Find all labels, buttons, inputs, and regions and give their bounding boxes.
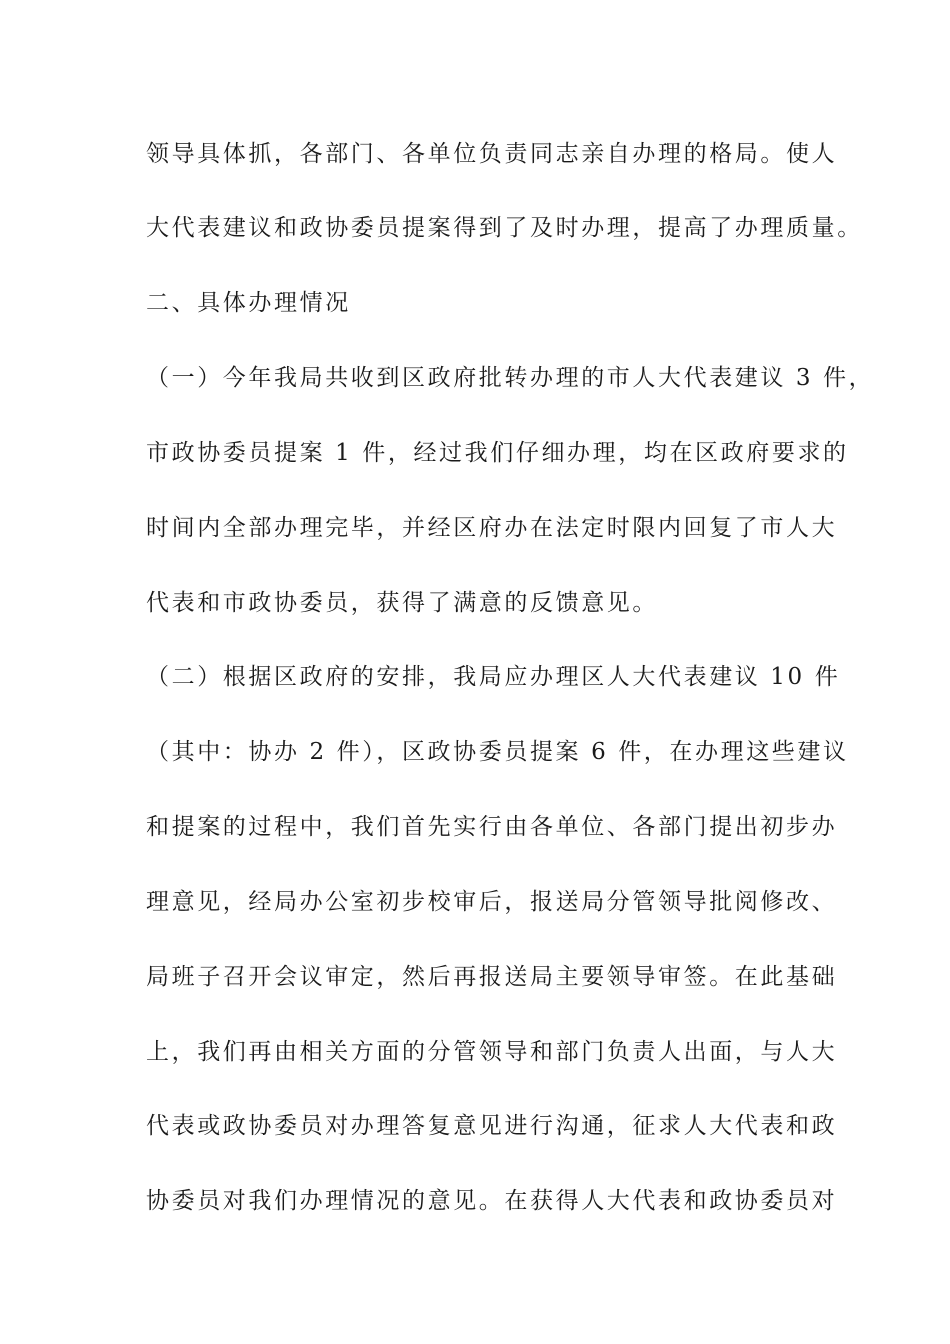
- text-line: （二）根据区政府的安排，我局应办理区人大代表建议 10 件: [146, 664, 841, 690]
- section-heading: 二、具体办理情况: [146, 290, 351, 316]
- text-line: 市政协委员提案 1 件，经过我们仔细办理，均在区政府要求的: [146, 440, 849, 466]
- text-line: 局班子召开会议审定，然后再报送局主要领导审签。在此基础: [146, 964, 838, 990]
- text-line: 协委员对我们办理情况的意见。在获得人大代表和政协委员对: [146, 1188, 838, 1214]
- text-line: 和提案的过程中，我们首先实行由各单位、各部门提出初步办: [146, 814, 838, 840]
- text-line: 代表和市政协委员，获得了满意的反馈意见。: [146, 590, 658, 616]
- text-line: 代表或政协委员对办理答复意见进行沟通，征求人大代表和政: [146, 1113, 838, 1139]
- text-line: 上，我们再由相关方面的分管领导和部门负责人出面，与人大: [146, 1039, 838, 1065]
- text-line: 大代表建议和政协委员提案得到了及时办理，提高了办理质量。: [146, 215, 863, 241]
- text-line: 理意见，经局办公室初步校审后，报送局分管领导批阅修改、: [146, 889, 838, 915]
- text-line: 领导具体抓，各部门、各单位负责同志亲自办理的格局。使人: [146, 141, 838, 167]
- text-line: （其中：协办 2 件），区政协委员提案 6 件，在办理这些建议: [146, 739, 849, 765]
- text-line: （一）今年我局共收到区政府批转办理的市人大代表建议 3 件，: [146, 365, 875, 391]
- text-line: 时间内全部办理完毕，并经区府办在法定时限内回复了市人大: [146, 515, 838, 541]
